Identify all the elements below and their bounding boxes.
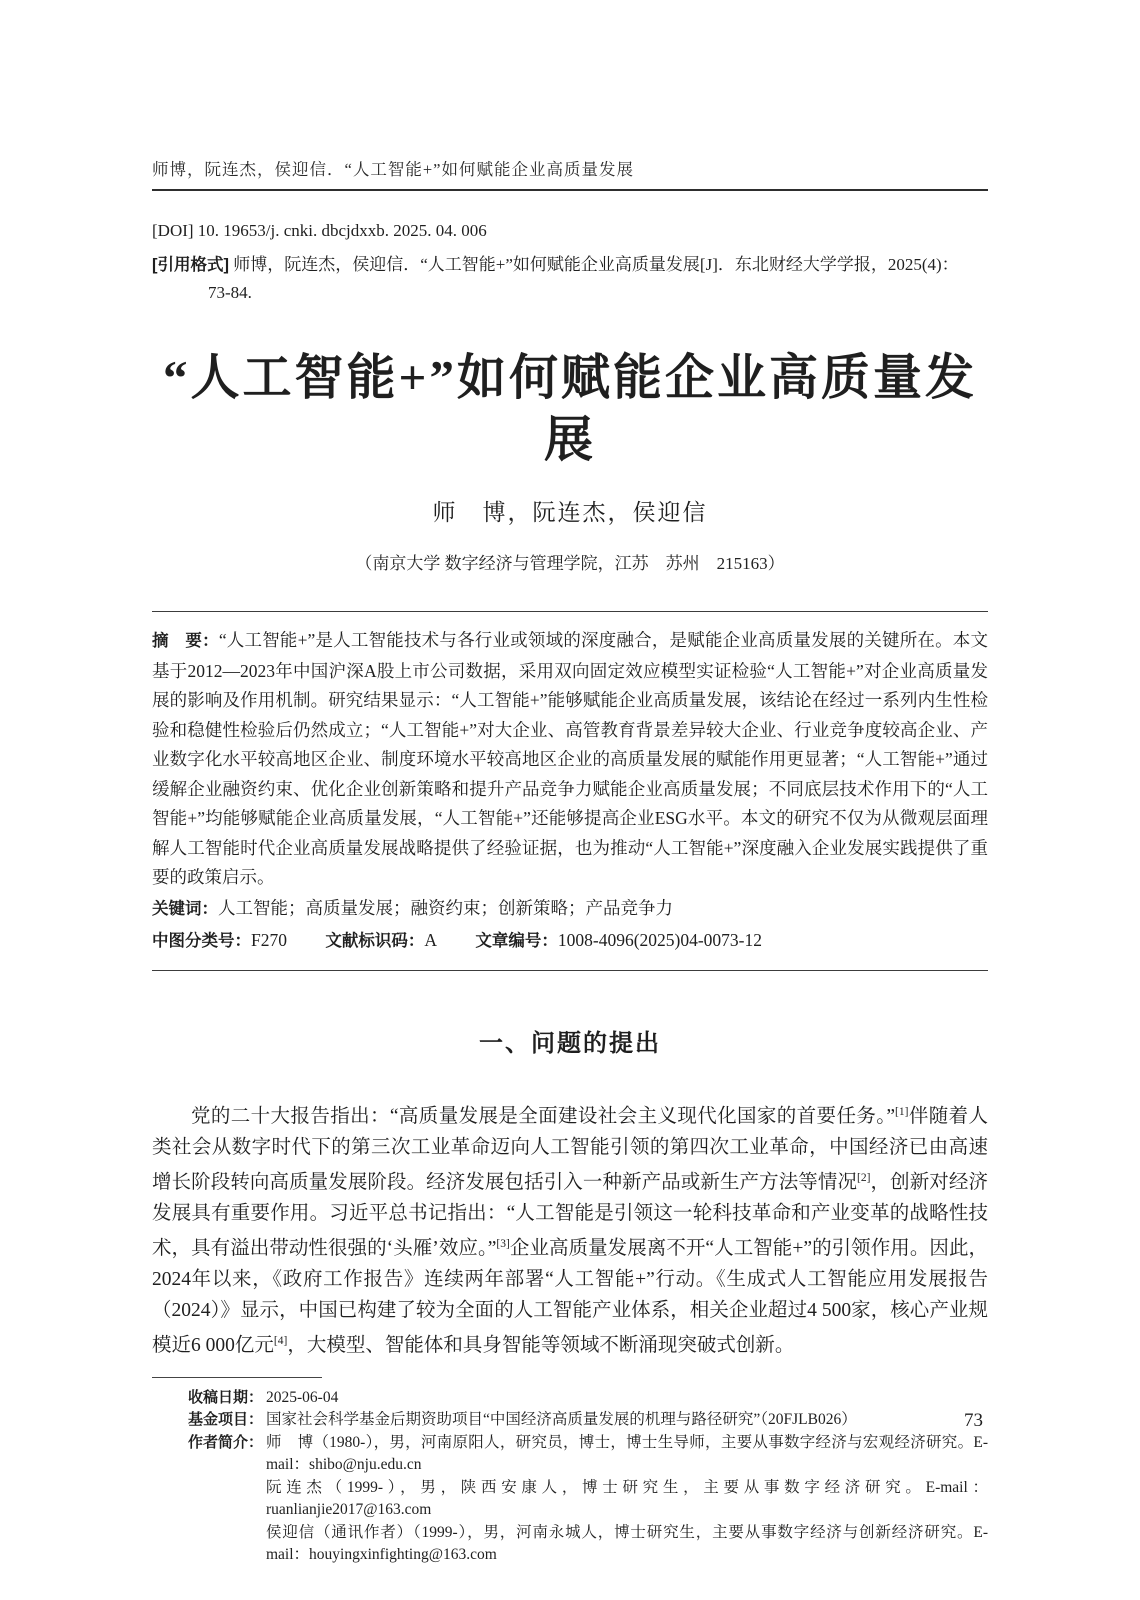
citation-pages: 73-84.: [208, 283, 252, 302]
author-bio-label: 作者简介：: [188, 1433, 264, 1451]
body-paragraph: [152, 1097, 988, 1361]
author-bio-1: 师 博（1980-），男，河南原阳人，研究员，博士，博士生导师，主要从事数字经济与宏观经济研究。E-mail：shibo@nju.edu.cn: [266, 1433, 988, 1473]
received-date-label: 收稿日期：: [188, 1388, 264, 1406]
author-bio-2: 阮连杰（1999-），男，陕西安康人，博士研究生，主要从事数字经济研究。E-mail：ruanlianjie2017@163.com: [266, 1478, 988, 1518]
page-number: 73: [964, 1410, 983, 1431]
reference-mark-3: [3]: [496, 1237, 510, 1250]
abstract-bottom-rule: [152, 970, 988, 971]
running-head: 师博，阮连杰，侯迎信．“人工智能+”如何赋能企业高质量发展: [152, 160, 634, 179]
fund-project-value: 国家社会科学基金后期资助项目“中国经济高质量发展的机理与路径研究”（20FJLB026）: [266, 1411, 857, 1428]
abstract-paragraph: [152, 626, 988, 893]
author-bio-row: [188, 1432, 988, 1567]
abstract-text: “人工智能+”是人工智能技术与各行业或领域的深度融合，是赋能企业高质量发展的关键所在。本文基于2012—2023年中国沪深A股上市公司数据，采用双向固定效应模型实证检验“人工智能+”对企业高质量发展的影响及作用机制。研究结果显示：“人工智能+”能够赋能企业高质量发展，该结论在经过一系列内生性检验和稳健性检验后仍然成立；“人工智能+”对大企业、高管教育背景差异较大企业、行业竞争度较高企业、产业数字化水平较高地区企业、制度环境水平较高地区企业的高质量发展的赋能作用更显著；“人工智能+”通过缓解企业融资约束、优化企业创新策略和提升产品竞争力赋能企业高质量发展；不同底层技术作用下的“人工智能+”均能够赋能企业高质量发展，“人工智能+”还能够提高企业ESG水平。本文的研究不仅为从微观层面理解人工智能时代企业高质量发展战略提供了经验证据，也为推动“人工智能+”深度融入企业发展实践提供了重要的政策启示。: [152, 630, 989, 887]
paragraph-text: 伴随着人类社会从数字时代下的第三次工业革命迈向人工智能引领的第四次工业革命，中国经济已由高速增长阶段转向高质量发展阶段。经济发展包括引入一种新产品或新生产方法等情况: [152, 1105, 988, 1193]
paragraph-text: ，创新对经济发展具有重要作用。习近平总书记指出：“人工智能是引领这一轮科技革命和产业变革的战略性技术，具有溢出带动性很强的‘头雁’效应。”: [152, 1171, 988, 1259]
abstract-top-rule: [152, 611, 988, 612]
paragraph-text: 企业高质量发展离不开“人工智能+”的引领作用。因此，2024年以来，《政府工作报告》连续两年部署“人工智能+”行动。《生成式人工智能应用发展报告（2024）》显示，中国已构建了较为全面的人工智能产业体系，相关企业超过4 500家，核心产业规模近6 000亿元: [152, 1237, 988, 1356]
received-date-value: 2025-06-04: [266, 1388, 339, 1406]
doc-code-pair: [325, 930, 437, 950]
authors-line: 师 博，阮连杰，侯迎信: [432, 500, 708, 525]
fund-project-label: 基金项目：: [188, 1411, 264, 1428]
affiliation-line: （南京大学 数字经济与管理学院，江苏 苏州 215163）: [355, 554, 785, 573]
running-head-rule: [152, 189, 988, 191]
doi-value: 10. 19653/j. cnki. dbcjdxxb. 2025. 04. 006: [197, 221, 487, 240]
reference-mark-4: [4]: [273, 1334, 288, 1347]
doi-line: [152, 218, 988, 244]
article-id-pair: [475, 930, 762, 950]
footnote-block: [152, 1387, 988, 1567]
author-bio-3: 侯迎信（通讯作者）（1999-），男，河南永城人，博士研究生，主要从事数字经济与创新经济研究。E-mail：houyingxinfighting@163.com: [266, 1523, 988, 1563]
keywords-text: 人工智能；高质量发展；融资约束；创新策略；产品竞争力: [218, 897, 673, 918]
doc-code-label: 文献标识码：: [325, 932, 425, 950]
keywords-line: [152, 894, 988, 925]
classification-line: [152, 926, 988, 957]
keywords-label: 关键词：: [152, 899, 218, 918]
article-id-value: 1008-4096(2025)04-0073-12: [557, 930, 763, 950]
abstract-label: 摘 要：: [152, 632, 219, 650]
article-title: “人工智能+”如何赋能企业高质量发展: [163, 350, 977, 467]
paragraph-text: 党的二十大报告指出：“高质量发展是全面建设社会主义现代化国家的首要任务。”: [191, 1105, 896, 1127]
clc-label: 中图分类号：: [152, 932, 251, 950]
citation-line: [152, 251, 988, 307]
paragraph-text: ，大模型、智能体和具身智能等领域不断涌现突破式创新。: [287, 1334, 795, 1356]
article-id-label: 文章编号：: [475, 932, 558, 950]
received-date-row: [188, 1387, 988, 1410]
reference-mark-2: [2]: [857, 1171, 871, 1184]
footnote-separator: [152, 1377, 322, 1378]
doc-code-value: A: [424, 930, 437, 950]
fund-project-row: [188, 1409, 988, 1432]
citation-text: 师博，阮连杰，侯迎信．“人工智能+”如何赋能企业高质量发展[J]．东北财经大学学报，2025(4)：: [233, 255, 959, 274]
clc-pair: [152, 930, 287, 950]
reference-mark-1: [1]: [895, 1105, 909, 1118]
citation-format-label: [引用格式]: [152, 256, 229, 274]
section-heading: 一、问题的提出: [479, 1029, 661, 1057]
author-bios: [266, 1432, 988, 1567]
clc-value: F270: [251, 930, 287, 950]
doi-label: [DOI]: [152, 221, 194, 240]
